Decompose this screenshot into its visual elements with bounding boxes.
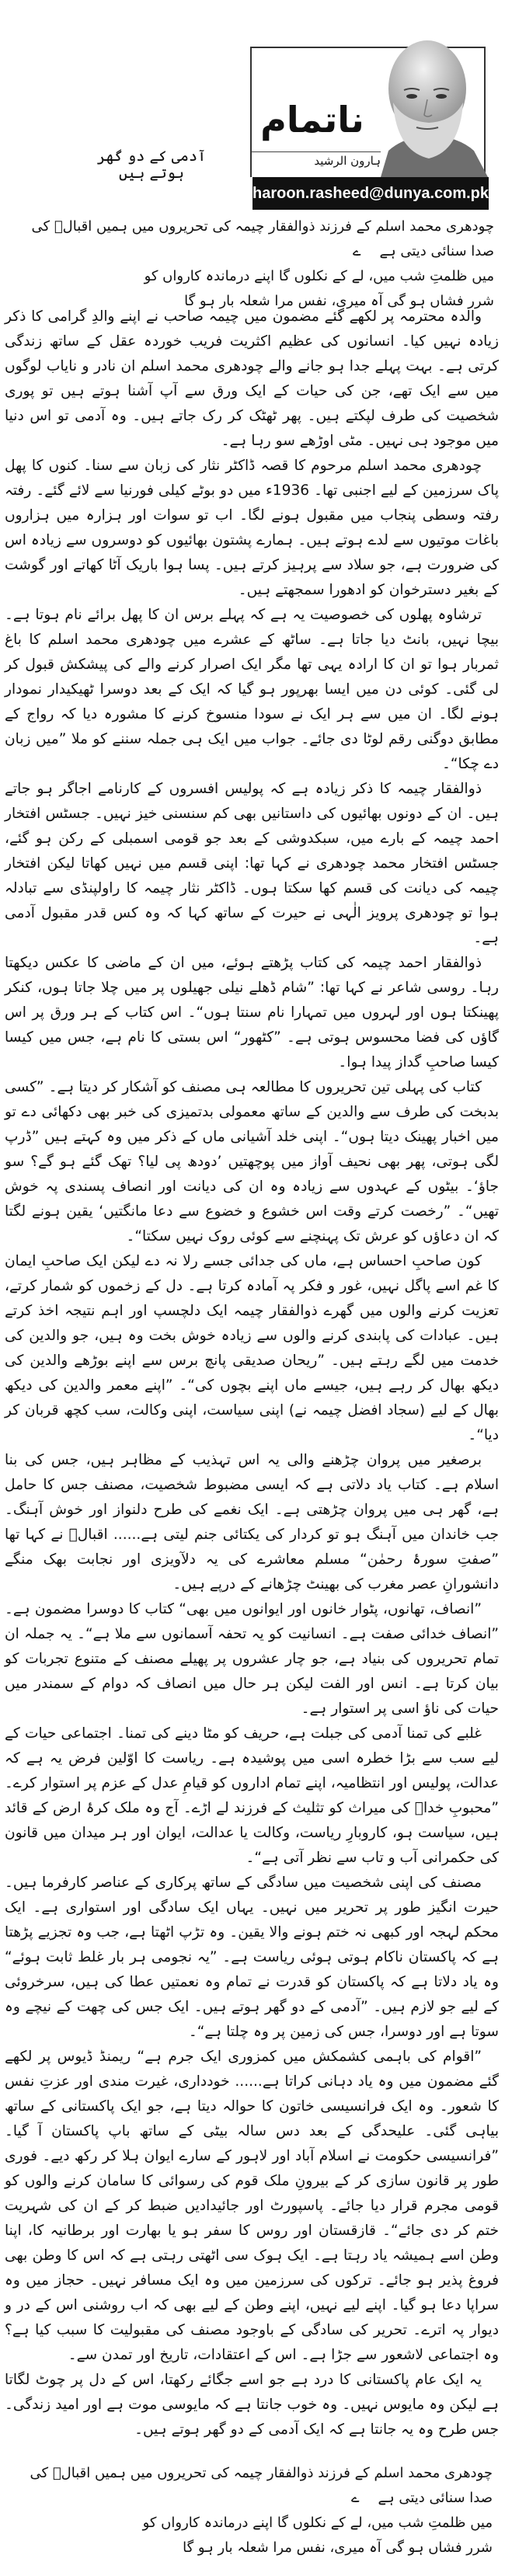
poem-line: میں ظلمتِ شب میں، لے کے نکلوں گا اپنے درماندہ کارواں کو xyxy=(142,2515,493,2531)
author-name: ہارون الرشید xyxy=(314,154,381,168)
verse-mark: ے xyxy=(352,243,361,259)
article-paragraph: یہ ایک عام پاکستانی کا درد ہے جو اسے جگائے رکھتا، اس کے دل پر چوٹ لگاتا ہے لیکن وہ مایوس نہیں۔ وہ خوب جانتا ہے کہ مایوسی موت ہے اور امید زندگی۔ جس طرح وہ یہ جانتا ہے کہ ایک آدمی کے دو گھر ہوتے ہیں۔ xyxy=(5,2372,499,2438)
article-paragraph: ذوالفقار احمد چیمہ کی کتاب پڑھتے ہوئے، میں ان کے ماضی کا عکس دیکھتا رہا۔ روسی شاعر نے کہا تھا: ”شام ڈھلے نیلی جھیلوں پر میں چلا جاتا ہوں، کنکر پھینکتا ہوں اور لہروں میں تمہارا نام سنتا ہوں“۔ اس کتاب کے ہر ورق پر اس گاؤں کی فضا محسوس ہوتی ہے۔ ”کٹھور“ اس بستی کا نام ہے، جس میں کیسا کیسا صاحبِ گداز پیدا ہوا۔ xyxy=(5,955,499,1070)
article-paragraph: ”انصاف، تھانوں، پٹوار خانوں اور ایوانوں میں بھی“ کتاب کا دوسرا مضمون ہے۔ ”انصاف خدائی صفت ہے۔ انسانیت کو یہ تحفہ آسمانوں سے ملا ہے“۔ یہ جملہ ان تمام تحریروں کی بنیاد ہے، جو چار عشروں پر پھیلے مصنف کے متنوع تجربات کو بیان کرتا ہے۔ انس اور الفت لیکن ہر حال میں انصاف کہ دوام کے سمندر میں حیات کی ناؤ اسی پر استوار ہے۔ xyxy=(5,1601,499,1717)
article-body xyxy=(5,305,499,2442)
article-headline: آدمی کے دو گھر ہوتے ہیں xyxy=(96,148,207,182)
article-paragraph: والدہ محترمہ پر لکھے گئے مضمون میں چیمہ صاحب نے اپنے والدِ گرامی کا ذکر زیادہ نہیں کیا۔ انسانوں کی عظیم اکثریت فریب خوردہ عقل کے ساتھ زندگی کرتی ہے۔ بہت پہلے جدا ہو جانے والے چودھری محمد اسلم ان نادر و نایاب لوگوں میں سے ایک تھے، جن کی حیات کے ایک ورق سے آپ آشنا ہوتے ہیں تو پوری شخصیت کی طرف لپکتے ہیں۔ پھر ٹھٹک کر رک جاتے ہیں۔ وہ آدمی تو اس دنیا میں موجود ہی نہیں۔ مٹی اوڑھے سو رہا ہے۔ xyxy=(5,308,499,449)
poem-line: میں ظلمتِ شب میں، لے کے نکلوں گا اپنے درماندہ کارواں کو xyxy=(144,268,494,284)
article-paragraph: کون صاحبِ احساس ہے، ماں کی جدائی جسے رلا نہ دے لیکن ایک صاحبِ ایمان کا غم اسے پاگل نہیں، غور و فکر پہ آمادہ کرتا ہے۔ دل کے زخموں کو شمار کرتے، تعزیت کرنے والوں میں گھرے ذوالفقار چیمہ ایک دلچسپ اور اہم نتیجہ اخذ کرتے ہیں۔ عبادات کی پابندی کرنے والوں سے زیادہ خوش بخت وہ ہیں، جو والدین کی خدمت میں لگے رہتے ہیں۔ ”ریحان صدیقی پانچ برس سے اپنے بوڑھے والدین کی دیکھ بھال کر رہے ہیں، جیسے ماں اپنے بچوں کی“۔ ”اپنے معمر والدین کی دیکھ بھال کے لیے (سجاد افضل چیمہ نے) اپنی سیاست، اپنی وکالت، سب کچھ قربان کر دیا“۔ xyxy=(5,1253,499,1443)
verse-mark: ے xyxy=(350,2490,360,2506)
article-paragraph: ”اقوام کی باہمی کشمکش میں کمزوری ایک جرم ہے“ ریمنڈ ڈیوس پر لکھے گئے مضمون میں وہ یاد دہانی کراتا ہے...... خودداری، غیرت مندی اور عزتِ نفس کا شعور۔ وہ ایک فرانسیسی خاتون کا حوالہ دیتا ہے، جو ایک پاکستانی کے ساتھ بیاہی گئی۔ علیحدگی کے بعد دس سالہ بیٹی کے ساتھ باپ پاکستان آ گیا۔ ”فرانسیسی حکومت نے اسلام آباد اور لاہور کے سارے ایوان ہلا کر رکھ دیے۔ فوری طور پر قانون سازی کر کے بیرونِ ملک قوم کی رسوائی کا سامان کرنے والوں کو قومی مجرم قرار دیا جائے۔ پاسپورٹ اور جائیدادیں ضبط کر کے ان کی شہریت ختم کر دی جائے“۔ قازقستان اور روس کا سفر ہو یا بھارت اور برطانیہ کا، اپنا وطن اسے ہمیشہ یاد رہتا ہے۔ ایک ہوک سی اٹھتی رہتی ہے کہ اس کا وطن بھی فروغ پذیر ہو جائے۔ ترکوں کی سرزمین میں وہ ایک مسافر نہیں۔ حجاز میں وہ سراپا دعا ہو گیا۔ اپنے لیے نہیں، اپنے وطن کے لیے بھی کہ اب روشنی اس کے در و دیوار پہ اترے۔ تحریر کی سادگی کے باوجود مصنف کی مقبولیت کا سبب کیا ہے؟ وہ اجتماعی لاشعور سے جڑا ہے۔ اس کے اعتقادات، تاریخ اور تمدن سے۔ xyxy=(5,2049,499,2363)
article-paragraph: برصغیر میں پروان چڑھنے والی یہ اس تہذیب کے مظاہر ہیں، جس کی بنا اسلام ہے۔ کتاب یاد دلاتی ہے کہ ایسی مضبوط شخصیت، مصنف جس کا حامل ہے، گھر ہی میں پروان چڑھتی ہے۔ ایک نغمے کی طرح دلنواز اور خوش آہنگ۔ جب خاندان میں آہنگ ہو تو کردار کی یکتائی جنم لیتی ہے...... اقبالؔ نے کہا تھا ”صفتِ سورۂ رحمٰن“ مسلم معاشرے کی یہ دلآویزی اور نجابت بھک منگے دانشورانِ عصر مغرب کی بھینٹ چڑھانے کے درپے ہیں۔ xyxy=(5,1452,499,1593)
poem-line: شرر فشاں ہو گی آہ میری، نفس مرا شعلہ بار ہو گا xyxy=(183,2539,493,2556)
article-paragraph: مصنف کی اپنی شخصیت میں سادگی کے ساتھ پرکاری کے عناصر کارفرما ہیں۔ حیرت انگیز طور پر تحریر میں نہیں۔ یہاں ایک سادگی اور استواری ہے۔ ایک محکم لہجہ اور کبھی نہ ختم ہونے والا یقین۔ وہ تڑپ اٹھتا ہے، جب وہ تجزیے پڑھتا ہے کہ پاکستان ناکام ہوتی ہوئی ریاست ہے۔ ”یہ نجومی ہر بار غلط ثابت ہوئے“ وہ یاد دلاتا ہے کہ پاکستان کو قدرت نے تمام وہ نعمتیں عطا کی ہیں، سرخروئی کے لیے جو لازم ہیں۔ ”آدمی کے دو گھر ہوتے ہیں۔ ایک جس کی چھت کے نیچے وہ سوتا ہے اور دوسرا، جس کی زمین پر وہ چلتا ہے“۔ xyxy=(5,1875,499,2040)
article-paragraph: ترشاوہ پھلوں کی خصوصیت یہ ہے کہ پہلے برس ان کا پھل برائے نام ہوتا ہے۔ بیچا نہیں، بانٹ دیا جاتا ہے۔ ساٹھ کے عشرے میں چودھری محمد اسلم کا باغ ثمربار ہوا تو ان کا ارادہ یہی تھا مگر ایک اصرار کرنے والے کی پیشکش قبول کر لی گئی۔ کوئی دن میں ایسا بھرپور ہو گیا کہ ایک کے بعد دوسرا ٹھیکیدار نمودار ہونے لگا۔ ان میں سے ہر ایک نے سودا منسوخ کرنے کا مشورہ دیا کہ رواج کے مطابق دوگنی رقم لوٹا دی جائے۔ جواب میں ایک ہی جملہ سننے کو ملا ”میں زبان دے چکا“۔ xyxy=(5,607,499,772)
poem-line: شرر فشاں ہو گی آہ میری، نفس مرا شعلہ بار ہو گا xyxy=(184,293,494,309)
poem-intro: چودھری محمد اسلم کے فرزند ذوالفقار چیمہ کی تحریروں میں ہمیں اقبالؔ کی صدا سنائی دیتی ہےے xyxy=(31,218,494,259)
poem-bottom xyxy=(5,2461,499,2560)
author-email[interactable]: haroon.rasheed@dunya.com.pk xyxy=(252,177,489,210)
poem-intro: چودھری محمد اسلم کے فرزند ذوالفقار چیمہ کی تحریروں میں ہمیں اقبالؔ کی صدا سنائی دیتی ہےے xyxy=(30,2465,493,2506)
article-paragraph: ذوالفقار چیمہ کا ذکر زیادہ ہے کہ پولیس افسروں کے کارنامے اجاگر ہو جاتے ہیں۔ ان کے دونوں بھائیوں کی داستانیں بھی کم سنسنی خیز نہیں۔ جسٹس افتخار احمد چیمہ کے بارے میں، سبکدوشی کے بعد جو قومی اسمبلی کے رکن ہو گئے، جسٹس افتخار محمد چودھری نے کہا تھا: اپنی قسم میں نہیں کھاتا لیکن افتخار چیمہ کی دیانت کی قسم کھا سکتا ہوں۔ ڈاکٹر نثار چیمہ کا راولپنڈی سے تبادلہ ہوا تو چودھری پرویز الٰہی نے حیرت کے ساتھ کہا کہ وہ کس قدر مقبول آدمی ہے۔ xyxy=(5,781,499,946)
article-paragraph: چودھری محمد اسلم مرحوم کا قصہ ڈاکٹر نثار کی زبان سے سنا۔ کنوں کا پھل پاک سرزمین کے لیے اجنبی تھا۔ 1936ء میں دو بوٹے کیلی فورنیا سے لائے گئے۔ رفتہ رفتہ وسطی پنجاب میں مقبول ہونے لگا۔ اب تو سوات اور ہزارہ میں ہزاروں باغات موتیوں سے لدے ہوتے ہیں۔ ہمارے پشتون بھائیوں کو دوسروں سے زیادہ اس کی ضرورت ہے، جو سلاد سے پرہیز کرتے ہیں۔ پسا ہوا باریک آٹا کھاتے اور گوشت کے بغیر دسترخوان کو ادھورا سمجھتے ہیں۔ xyxy=(5,458,499,598)
column-title: ناتمام xyxy=(260,99,364,141)
article-paragraph: غلبے کی تمنا آدمی کی جبلت ہے، حریف کو مٹا دینے کی تمنا۔ اجتماعی حیات کے لیے سب سے بڑا خطرہ اسی میں پوشیدہ ہے۔ ریاست کا اوّلین فرض یہ ہے کہ عدالت، پولیس اور انتظامیہ، اپنے تمام اداروں کو قیامِ عدل کے عزم پر استوار کرے۔ ”محبوبِ خداؐ کی میراث کو تثلیث کے فرزند لے اڑے۔ آج وہ ملک کرۂ ارض کے قائد ہیں، سیاست ہو، کاروبارِ ریاست، وکالت یا عدالت، ایوان اور ہر میدان میں قانون کی حکمرانی آب و تاب سے نظر آتی ہے“۔ xyxy=(5,1725,499,1866)
article-paragraph: کتاب کی پہلی تین تحریروں کا مطالعہ ہی مصنف کو آشکار کر دیتا ہے۔ ”کسی بدبخت کی طرف سے والدین کے ساتھ معمولی بدتمیزی کی خبر بھی دکھائی دے تو میں اخبار پھینک دیتا ہوں“۔ اپنی خلد آشیانی ماں کے ذکر میں وہ کہتے ہیں ”ڈرپ لگی ہوتی، پھر بھی نحیف آواز میں پوچھتیں ’دودھ پی لیا؟ تھک گئے ہو گے؟ سو جاؤ‘۔ بیٹوں کے عہدوں سے زیادہ وہ ان کی دیانت اور انصاف پسندی پہ خوش تھیں“۔ ”رخصت کرتے وقت اس خشوع و خضوع سے دعا مانگتیں‘ یقین ہونے لگتا کہ ان دعاؤں کو عرش تک پہنچنے سے کوئی روک نہیں سکتا“۔ xyxy=(5,1079,499,1244)
